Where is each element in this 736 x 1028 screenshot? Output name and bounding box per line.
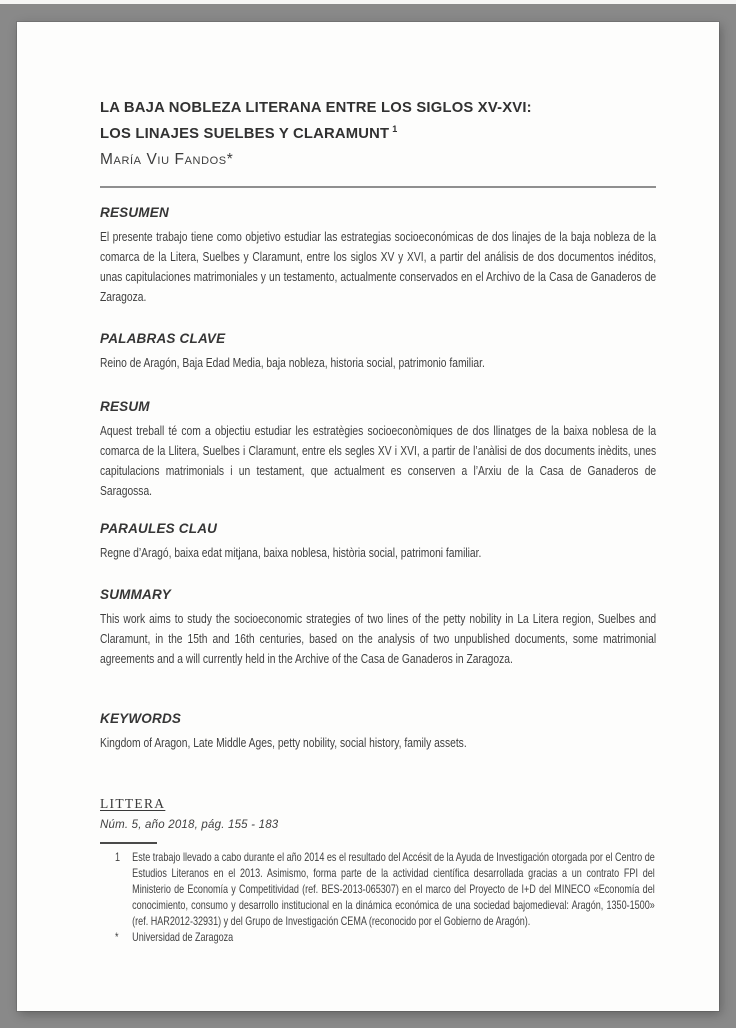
author-name: María Viu Fandos* xyxy=(100,151,234,168)
section-paraules-clau xyxy=(100,521,656,563)
footnote-1 xyxy=(115,850,655,930)
section-heading: PALABRAS CLAVE xyxy=(100,331,226,346)
section-body: Kingdom of Aragon, Late Middle Ages, petty nobility, social history, family assets. xyxy=(100,735,467,750)
scan-edge-strip xyxy=(0,0,736,4)
footnote-text: Este trabajo llevado a cabo durante el año 2014 es el resultado del Accésit de la Ayuda de Investigación otorgada por el Centro de Estudios Literanos en el 2013. Asimismo, forma parte de la actividad científica desarrollada gracias a un contrato FPI del Ministerio de Economía y Competitividad (ref. BES-2013-065307) en el marco del Proyecto de I+D del MINECO «Economía del conocimiento, consumo y desarrollo institucional en la dinámica económica de una sociedad bajomedieval: Aragón, 1350-1500» (ref. HAR2012-32931) y del Grupo de Investigación CEMA (reconocido por el Gobierno de Aragón). xyxy=(132,851,655,928)
journal-issue-line: Núm. 5, año 2018, pág. 155 - 183 xyxy=(100,819,279,831)
footnote-marker: * xyxy=(115,931,119,944)
section-body: Regne d’Aragó, baixa edat mitjana, baixa noblesa, història social, patrimoni familiar. xyxy=(100,545,482,560)
footnotes-block xyxy=(115,850,655,946)
paper-title xyxy=(100,98,532,145)
section-keywords xyxy=(100,711,656,753)
header-divider-rule xyxy=(100,186,656,188)
paper-title-line1: LA BAJA NOBLEZA LITERANA ENTRE LOS SIGLOS XV-XVI: xyxy=(100,100,532,116)
page-content xyxy=(100,22,656,1011)
section-heading: PARAULES CLAU xyxy=(100,521,218,536)
section-heading: KEYWORDS xyxy=(100,711,182,726)
section-heading: SUMMARY xyxy=(100,587,171,602)
paper-title-line2: LOS LINAJES SUELBES Y CLARAMUNT $^1$ xyxy=(100,124,398,142)
footnote-author-affiliation xyxy=(115,930,655,946)
section-palabras-clave xyxy=(100,331,656,373)
section-heading: RESUM xyxy=(100,399,150,414)
section-body: Reino de Aragón, Baja Edad Media, baja nobleza, historia social, patrimonio familiar. xyxy=(100,355,485,370)
footnote-marker: 1 xyxy=(115,851,121,864)
footnote-separator-rule xyxy=(100,842,157,844)
journal-identification xyxy=(100,796,278,831)
section-resumen xyxy=(100,205,656,307)
section-body: El presente trabajo tiene como objetivo estudiar las estrategias socioeconómicas de dos linajes de la baja nobleza de la comarca de la Litera, Suelbes y Claramunt, entre los siglos XV y XVI, a partir del análisis de dos documentos inéditos, unas capitulaciones matrimoniales y un testamento, actualmente conservados en el Archivo de la Casa de Ganaderos de Zaragoza. xyxy=(100,229,657,304)
journal-name: LITTERA xyxy=(100,796,166,811)
document-page xyxy=(17,22,719,1011)
section-body: Aquest treball té com a objectiu estudiar les estratègies socioeconòmiques de dos llinatges de la baixa noblesa de la comarca de la Llitera, Suelbes i Claramunt, entre els segles XV i XVI, a partir de l’anàlisi de dos documents inèdits, unes capitulacions matrimonials i un testament, que actualment es conserven a l’Arxiu de la Casa de Ganaderos de Saragossa. xyxy=(100,423,657,498)
footnote-text: Universidad de Zaragoza xyxy=(132,931,234,944)
title-footnote-marker: 1 xyxy=(392,124,398,134)
section-resum xyxy=(100,399,656,501)
section-body: This work aims to study the socioeconomic strategies of two lines of the petty nobility in La Litera region, Suelbes and Claramunt, in the 15th and 16th centuries, based on the analysis of two unpublished documents, some matrimonial agreements and a will currently held in the Archive of the Casa de Ganaderos in Zaragoza. xyxy=(100,611,657,666)
section-summary xyxy=(100,587,656,669)
section-heading: RESUMEN xyxy=(100,205,169,220)
